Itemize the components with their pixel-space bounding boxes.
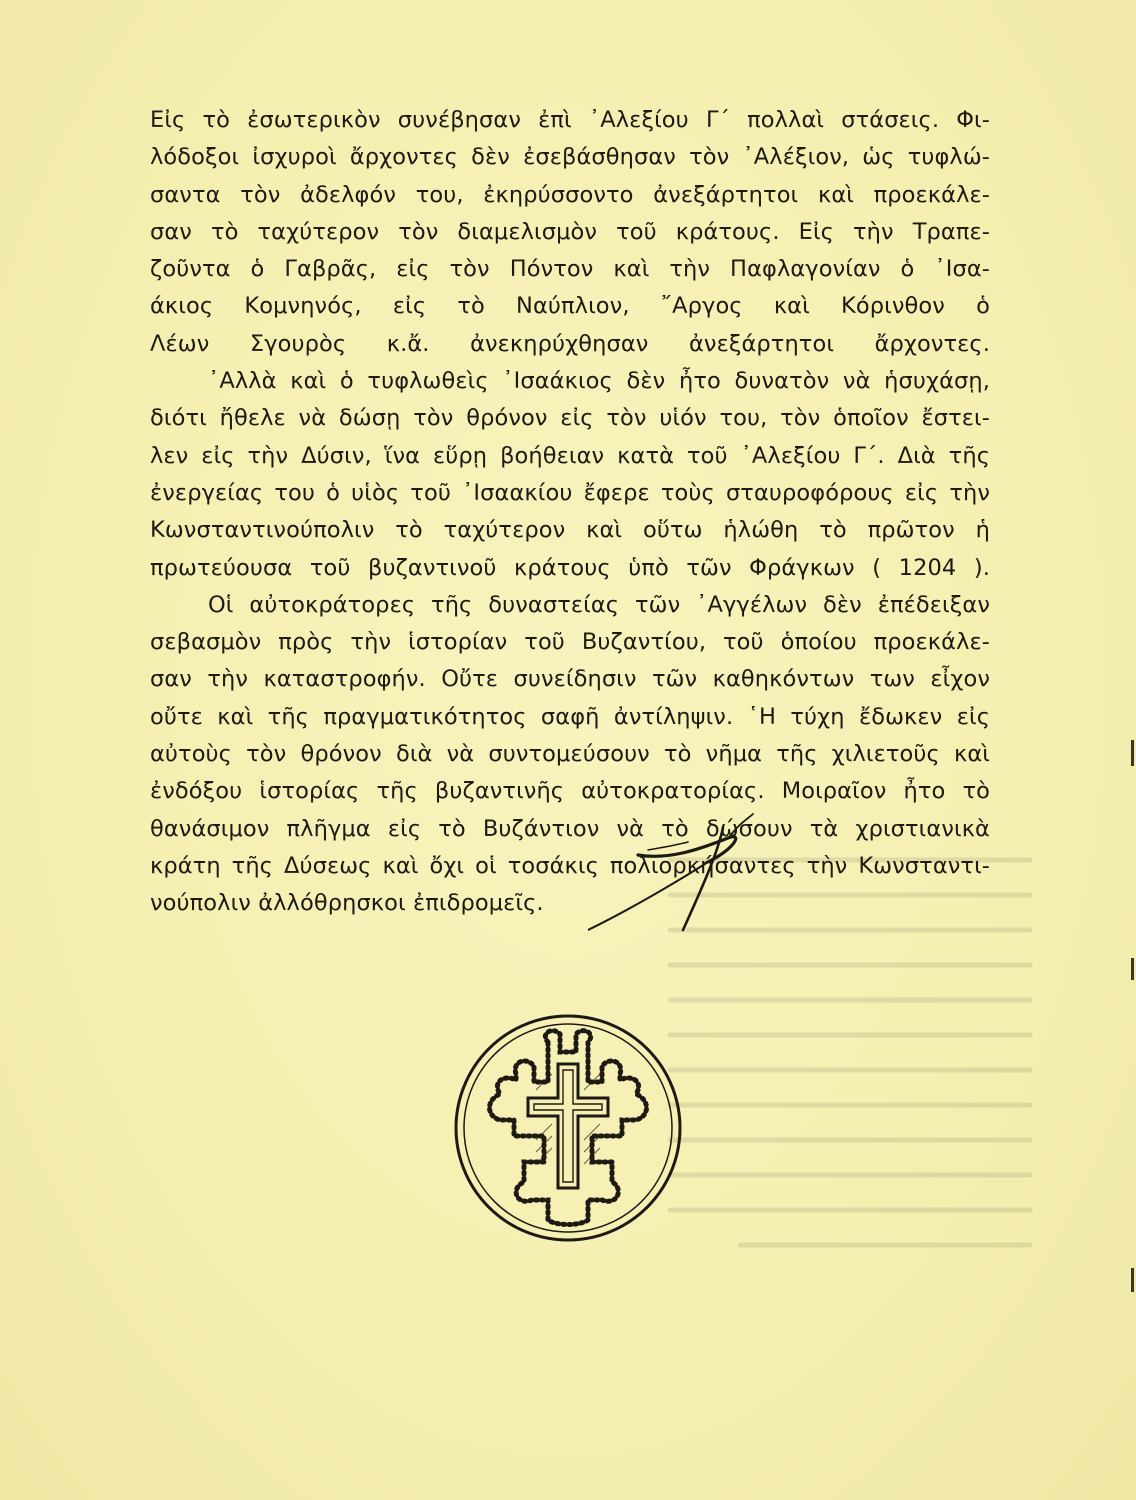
text-line: λεν εἰς τὴν Δύσιν, ἵνα εὕρῃ βοήθειαν κατὰ τοῦ ᾿Αλεξίου Γ΄. Διὰ τῆς [150, 442, 990, 469]
text-line: σεβασμὸν πρὸς τὴν ἱστορίαν τοῦ Βυζαντίου, τοῦ ὁποίου προεκάλε- [150, 629, 990, 656]
text-line: σαν τὴν καταστροφήν. Οὔτε συνείδησιν τῶν καθηκόντων των εἶχον [150, 666, 990, 693]
text-line: σαν τὸ ταχύτερον τὸν διαμελισμὸν τοῦ κράτους. Εἰς τὴν Τραπε- [150, 218, 990, 245]
text-line: νούπολιν ἀλλόθρησκοι ἐπιδρομεῖς. [150, 890, 544, 917]
text-line: Οἱ αὐτοκράτορες τῆς δυναστείας τῶν ᾿Αγγέλων δὲν ἐπέδειξαν [208, 591, 990, 618]
byzantine-cross-seal [452, 1012, 684, 1244]
text-line: άκιος Κομνηνός, εἰς τὸ Ναύπλιον, ῎Αργος καὶ Κόρινθον ὁ [150, 293, 990, 320]
paragraph-2 [150, 363, 990, 587]
text-line: πρωτεύουσα τοῦ βυζαντινοῦ κράτους ὑπὸ τῶν Φράγκων ( 1204 ). [150, 554, 990, 581]
handwritten-signature [588, 800, 798, 940]
text-line: ᾿Αλλὰ καὶ ὁ τυφλωθεὶς ᾿Ισαάκιος δὲν ἦτο δυνατὸν νὰ ἡσυχάσῃ, [208, 368, 990, 395]
text-line: σαντα τὸν ἀδελφόν του, ἐκηρύσσοντο ἀνεξάρτητοι καὶ προεκάλε- [150, 181, 990, 208]
text-line: ζοῦντα ὁ Γαβρᾶς, εἰς τὸν Πόντον καὶ τὴν Παφλαγονίαν ὁ ᾿Ισα- [150, 256, 990, 283]
text-line: Λέων Σγουρὸς κ.ἄ. ἀνεκηρύχθησαν ἀνεξάρτητοι ἄρχοντες. [150, 330, 990, 357]
paragraph-1 [150, 102, 990, 363]
text-line: λόδοξοι ἰσχυροὶ ἄρχοντες δὲν ἐσεβάσθησαν τὸν ᾿Αλέξιον, ὡς τυφλώ- [150, 144, 990, 171]
text-line: Εἰς τὸ ἐσωτερικὸν συνέβησαν ἐπὶ ᾿Αλεξίου Γ΄ πολλαὶ στάσεις. Φι- [150, 107, 990, 133]
scan-edge-mark [1131, 958, 1134, 980]
text-line: διότι ἤθελε νὰ δώσῃ τὸν θρόνον εἰς τὸν υἱόν του, τὸν ὁποῖον ἔστει- [150, 405, 990, 432]
text-line: ἐνεργείας του ὁ υἱὸς τοῦ ᾿Ισαακίου ἔφερε τοὺς σταυροφόρους εἰς τὴν [150, 479, 990, 506]
scan-edge-mark [1131, 1268, 1134, 1292]
text-line: Κωνσταντινούπολιν τὸ ταχύτερον καὶ οὕτω ἡλώθη τὸ πρῶτον ἡ [150, 517, 990, 544]
body-text [150, 102, 990, 923]
text-line: κράτη τῆς Δύσεως καὶ ὄχι οἱ τοσάκις πολιορκήσαντες τὴν Κωνσταντι- [150, 852, 990, 879]
scan-edge-mark [1131, 740, 1134, 766]
text-line: θανάσιμον πλῆγμα εἰς τὸ Βυζάντιον νὰ τὸ δώσουν τὰ χριστιανικὰ [150, 815, 990, 842]
text-line: οὔτε καὶ τῆς πραγματικότητος σαφῆ ἀντίληψιν. ῾Η τύχη ἔδωκεν εἰς [150, 703, 990, 730]
text-line: αὐτοὺς τὸν θρόνον διὰ νὰ συντομεύσουν τὸ νῆμα τῆς χιλιετοῦς καὶ [150, 741, 990, 768]
paragraph-3 [150, 587, 990, 923]
text-line: ἐνδόξου ἱστορίας τῆς βυζαντινῆς αὐτοκρατορίας. Μοιραῖον ἦτο τὸ [150, 778, 990, 805]
